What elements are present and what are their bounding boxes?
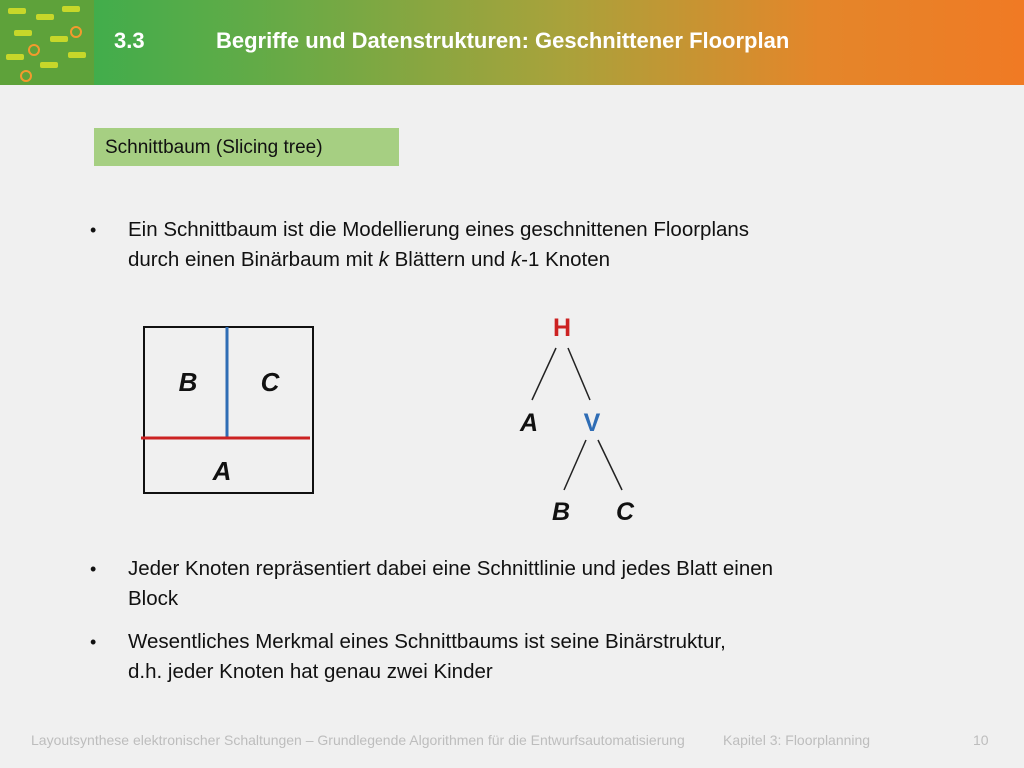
- footer-course: Layoutsynthese elektronischer Schaltungen – Grundlegende Algorithmen für die Entwurfsautomatisierung: [31, 732, 685, 748]
- section-tag: Schnittbaum (Slicing tree): [94, 128, 399, 166]
- floorplan: [141, 327, 313, 493]
- footer-chapter: Kapitel 3: Floorplanning: [723, 732, 871, 748]
- block-label-a: A: [212, 456, 232, 486]
- slicing-tree: [519, 314, 635, 526]
- bullet-1-var-k2: k: [510, 248, 522, 271]
- tree-leaf-b: B: [551, 498, 571, 526]
- tree-edge-v-b: [564, 440, 586, 490]
- tree-node-h: H: [552, 314, 572, 342]
- tree-leaf-a: A: [519, 409, 539, 437]
- bullet-1-line-1: Ein Schnittbaum ist die Modellierung eines geschnittenen Floorplans: [128, 218, 750, 241]
- bullet-dot: •: [90, 220, 97, 240]
- bullet-1-text-c: -1 Knoten: [521, 248, 611, 271]
- bullet-3-line-1: Wesentliches Merkmal eines Schnittbaums ist seine Binärstruktur,: [128, 630, 726, 653]
- tree-edge-h-a: [532, 348, 556, 400]
- tree-leaf-c: C: [615, 498, 635, 526]
- bullet-1-text-b: Blättern und: [388, 248, 511, 271]
- tree-edge-h-v: [568, 348, 590, 400]
- tree-edge-v-c: [598, 440, 622, 490]
- block-label-b: B: [178, 367, 198, 397]
- bullet-3-line-2: d.h. jeder Knoten hat genau zwei Kinder: [128, 660, 493, 683]
- bullet-2-line-1: Jeder Knoten repräsentiert dabei eine Schnittlinie und jedes Blatt einen: [128, 557, 774, 580]
- block-label-c: C: [260, 367, 280, 397]
- tree-node-v: V: [583, 409, 601, 437]
- bullet-1-text-a: durch einen Binärbaum mit: [128, 248, 379, 271]
- bullet-dot: •: [90, 559, 97, 579]
- bullet-dot: •: [90, 632, 97, 652]
- section-number: 3.3: [114, 28, 145, 53]
- footer-page-number: 10: [973, 732, 989, 748]
- bullet-1-var-k: k: [378, 248, 389, 271]
- bullet-2-line-2: Block: [128, 587, 179, 610]
- slide-title: Begriffe und Datenstrukturen: Geschnittener Floorplan: [216, 28, 790, 53]
